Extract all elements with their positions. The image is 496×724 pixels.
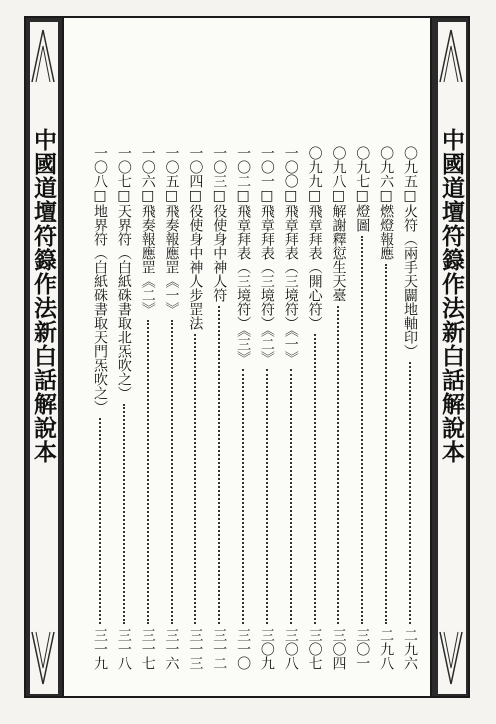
dot-leader [123, 404, 125, 624]
toc-entry-page: 三一三 [187, 628, 204, 670]
toc-entry [116, 146, 132, 674]
toc-entry [164, 146, 180, 674]
dot-leader [266, 369, 268, 624]
toc-entry [259, 146, 275, 674]
toc-entry-title: 一〇六□飛奏報應罡《二》 [139, 146, 156, 316]
toc-entry-title: 一〇〇□飛章拜表（三境符）《一》 [282, 146, 299, 365]
toc-entry [283, 146, 299, 674]
toc-entry-title: 〇九七□燈圖 [354, 146, 371, 232]
toc-entry-page: 三一八 [115, 628, 132, 670]
toc-entry [211, 146, 227, 674]
dot-leader [171, 320, 173, 624]
toc-entry-title: 一〇五□飛奏報應罡《一》 [163, 146, 180, 316]
dot-leader [242, 369, 244, 624]
dot-leader [337, 306, 339, 624]
dot-leader [314, 334, 316, 624]
dot-leader [385, 264, 387, 624]
toc-entry [187, 146, 203, 674]
toc-entry-page: 三〇八 [282, 628, 299, 670]
toc-entry-title: 一〇八□地界符（白紙硃書取天門炁吹之） [92, 146, 108, 414]
toc-entry [307, 146, 323, 674]
dot-leader [290, 369, 292, 624]
toc-entry-title: 〇九八□解謝釋愆生天臺 [330, 146, 347, 302]
toc-entry-page: 三一九 [92, 628, 108, 670]
toc-entry-title: 一〇七□天界符（白紙硃書取北炁吹之） [115, 146, 132, 400]
book-title-left: 中國道壇符籙作法新白話解說本 [30, 128, 56, 464]
table-of-contents [92, 146, 418, 674]
toc-entry [235, 146, 251, 674]
dot-leader [218, 306, 220, 624]
dot-leader [147, 320, 149, 624]
toc-entry [92, 146, 108, 674]
toc-entry-title: 一〇一□飛章拜表（三境符）《二》 [258, 146, 275, 365]
toc-entry-title: 一〇四□役使身中神人步罡法 [187, 146, 204, 330]
toc-entry-page: 三〇四 [330, 628, 347, 670]
toc-entry [402, 146, 418, 674]
toc-entry-page: 三〇七 [306, 628, 323, 670]
toc-entry [330, 146, 346, 674]
toc-entry-page: 二九八 [378, 628, 395, 670]
toc-entry-page: 三一六 [163, 628, 180, 670]
toc-entry-page: 三一七 [139, 628, 156, 670]
toc-entry-page: 三一〇 [235, 628, 252, 670]
toc-entry [140, 146, 156, 674]
dot-leader [409, 362, 411, 624]
toc-entry-title: 〇九五□火符（兩手天闢地軸印） [401, 146, 418, 358]
dot-leader [361, 236, 363, 624]
toc-entry-page: 三一二 [211, 628, 228, 670]
toc-entry [378, 146, 394, 674]
toc-entry-page: 三〇一 [354, 628, 371, 670]
toc-entry [354, 146, 370, 674]
dot-leader [194, 334, 196, 624]
toc-entry-title: 〇九九□飛章拜表（開心符） [306, 146, 323, 330]
book-title-right: 中國道壇符籙作法新白話解說本 [438, 128, 464, 464]
toc-entry-page: 二九六 [401, 628, 418, 670]
toc-entry-title: 〇九六□燃燈報應 [378, 146, 395, 260]
toc-entry-page: 三〇九 [258, 628, 275, 670]
dot-leader [99, 418, 101, 624]
toc-entry-title: 一〇二□飛章拜表（三境符）《三》 [235, 146, 252, 365]
toc-entry-title: 一〇三□役使身中神人符 [211, 146, 228, 302]
